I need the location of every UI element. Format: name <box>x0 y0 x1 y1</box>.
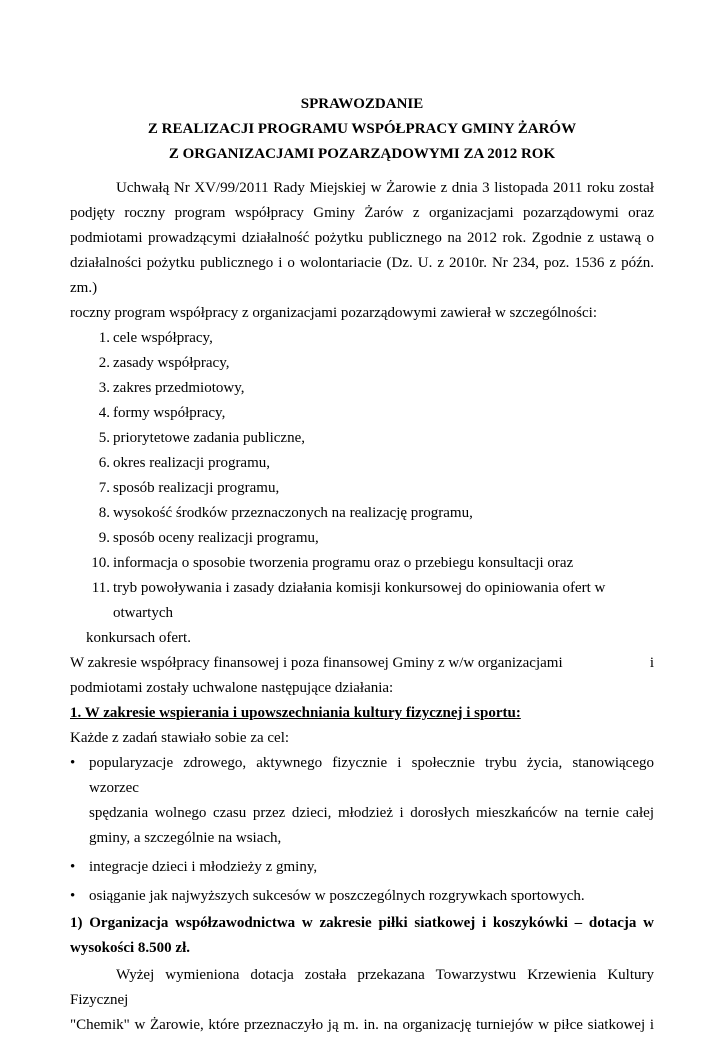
scope-line-2: podmiotami zostały uchwalone następujące działania: <box>70 680 394 696</box>
scope-line-1 <box>70 651 654 676</box>
bullet-text-line: gminy, a szczególnie na wsiach, <box>89 830 282 846</box>
list-item-continuation <box>70 626 654 651</box>
bullet-icon: • <box>70 859 76 875</box>
list-item <box>70 551 654 576</box>
list-item-text: wysokość środków przeznaczonych na realizację programu, <box>113 505 473 521</box>
list-item <box>70 451 654 476</box>
list-item-text: informacja o sposobie tworzenia programu oraz o przebiegu konsultacji oraz <box>113 555 574 571</box>
program-items-list <box>70 326 654 651</box>
subsection-1-paragraph-line-1: Wyżej wymieniona dotacja została przekazana Towarzystwu Krzewienia Kultury Fizycznej <box>70 967 654 1008</box>
goals-list <box>70 751 654 909</box>
scope-text-end: i <box>649 655 654 671</box>
list-item-text: okres realizacji programu, <box>113 455 271 471</box>
bullet-text-line: popularyzacje zdrowego, aktywnego fizycznie i społecznie trybu życia, stanowiącego wzorzec <box>89 755 654 796</box>
list-item <box>70 855 654 880</box>
section-1-lead: Każde z zadań stawiało sobie za cel: <box>70 730 290 746</box>
title-line-3: Z ORGANIZACJAMI POZARZĄDOWYMI ZA 2012 ROK <box>168 146 556 162</box>
intro-line-2: podjęty roczny program współpracy Gminy Żarów z organizacjami pozarządowymi oraz <box>70 205 654 221</box>
list-item <box>70 576 654 626</box>
list-item-number: 3. <box>98 380 110 396</box>
list-item-text: tryb powoływania i zasady działania komisji konkursowej do opiniowania ofert w otwartych <box>113 580 606 621</box>
list-item-text: konkursach ofert. <box>86 630 191 646</box>
list-item <box>70 501 654 526</box>
title-line-2: Z REALIZACJI PROGRAMU WSPÓŁPRACY GMINY ŻARÓW <box>147 121 577 137</box>
bullet-text-line: spędzania wolnego czasu przez dzieci, młodzież i dorosłych mieszkańców na ternie całej <box>89 805 654 821</box>
list-item <box>70 884 654 909</box>
list-item-text: zakres przedmiotowy, <box>113 380 245 396</box>
report-body <box>70 176 654 1038</box>
list-item-text: priorytetowe zadania publiczne, <box>113 430 305 446</box>
list-item-number: 4. <box>98 405 110 421</box>
list-item-number: 5. <box>98 430 110 446</box>
title-line-1: SPRAWOZDANIE <box>300 96 424 112</box>
intro-line-3: podmiotami prowadzącymi działalność pożytku publicznego na 2012 rok. Zgodnie z ustawą o <box>70 230 654 246</box>
list-item <box>70 526 654 551</box>
subsection-1-heading-line-2: wysokości 8.500 zł. <box>70 940 190 956</box>
bullet-text-line: integracje dzieci i młodzieży z gminy, <box>89 859 318 875</box>
list-item <box>70 476 654 501</box>
list-item-number: 7. <box>98 480 110 496</box>
subsection-1-heading-line-1: 1) Organizacja współzawodnictwa w zakresie piłki siatkowej i koszykówki – dotacja w <box>70 915 654 931</box>
list-item-text: zasady współpracy, <box>113 355 230 371</box>
list-item-text: formy współpracy, <box>113 405 226 421</box>
bullet-icon: • <box>70 755 76 771</box>
intro-line-4: działalności pożytku publicznego i o wolontariacie (Dz. U. z 2010r. Nr 234, poz. 1536 z późn. zm.) <box>70 255 654 296</box>
list-item <box>70 351 654 376</box>
list-item <box>70 426 654 451</box>
list-item-number: 9. <box>98 530 110 546</box>
list-item-text: sposób realizacji programu, <box>113 480 280 496</box>
list-item-number: 10. <box>91 555 110 571</box>
list-item <box>70 751 654 851</box>
list-item <box>70 376 654 401</box>
bullet-icon: • <box>70 888 76 904</box>
subsection-1-paragraph-line-2: "Chemik" w Żarowie, które przeznaczyło ją m. in. na organizację turniejów w piłce siatkowej i <box>70 1017 654 1033</box>
intro-line-5: roczny program współpracy z organizacjami pozarządowymi zawierał w szczególności: <box>70 305 597 321</box>
list-item-number: 2. <box>98 355 110 371</box>
list-item-number: 11. <box>91 580 110 596</box>
list-item-number: 8. <box>98 505 110 521</box>
scope-text: W zakresie współpracy finansowej i poza finansowej Gminy z w/w organizacjami <box>70 655 563 671</box>
list-item-text: cele współpracy, <box>113 330 213 346</box>
list-item <box>70 326 654 351</box>
section-1-heading: 1. W zakresie wspierania i upowszechniania kultury fizycznej i sportu: <box>70 705 521 721</box>
list-item <box>70 401 654 426</box>
list-item-number: 6. <box>98 455 110 471</box>
intro-line-1: Uchwałą Nr XV/99/2011 Rady Miejskiej w Żarowie z dnia 3 listopada 2011 roku został <box>116 180 654 196</box>
list-item-text: sposób oceny realizacji programu, <box>113 530 319 546</box>
list-item-number: 1. <box>98 330 110 346</box>
report-title <box>0 92 724 167</box>
bullet-text-line: osiąganie jak najwyższych sukcesów w poszczególnych rozgrywkach sportowych. <box>89 888 585 904</box>
